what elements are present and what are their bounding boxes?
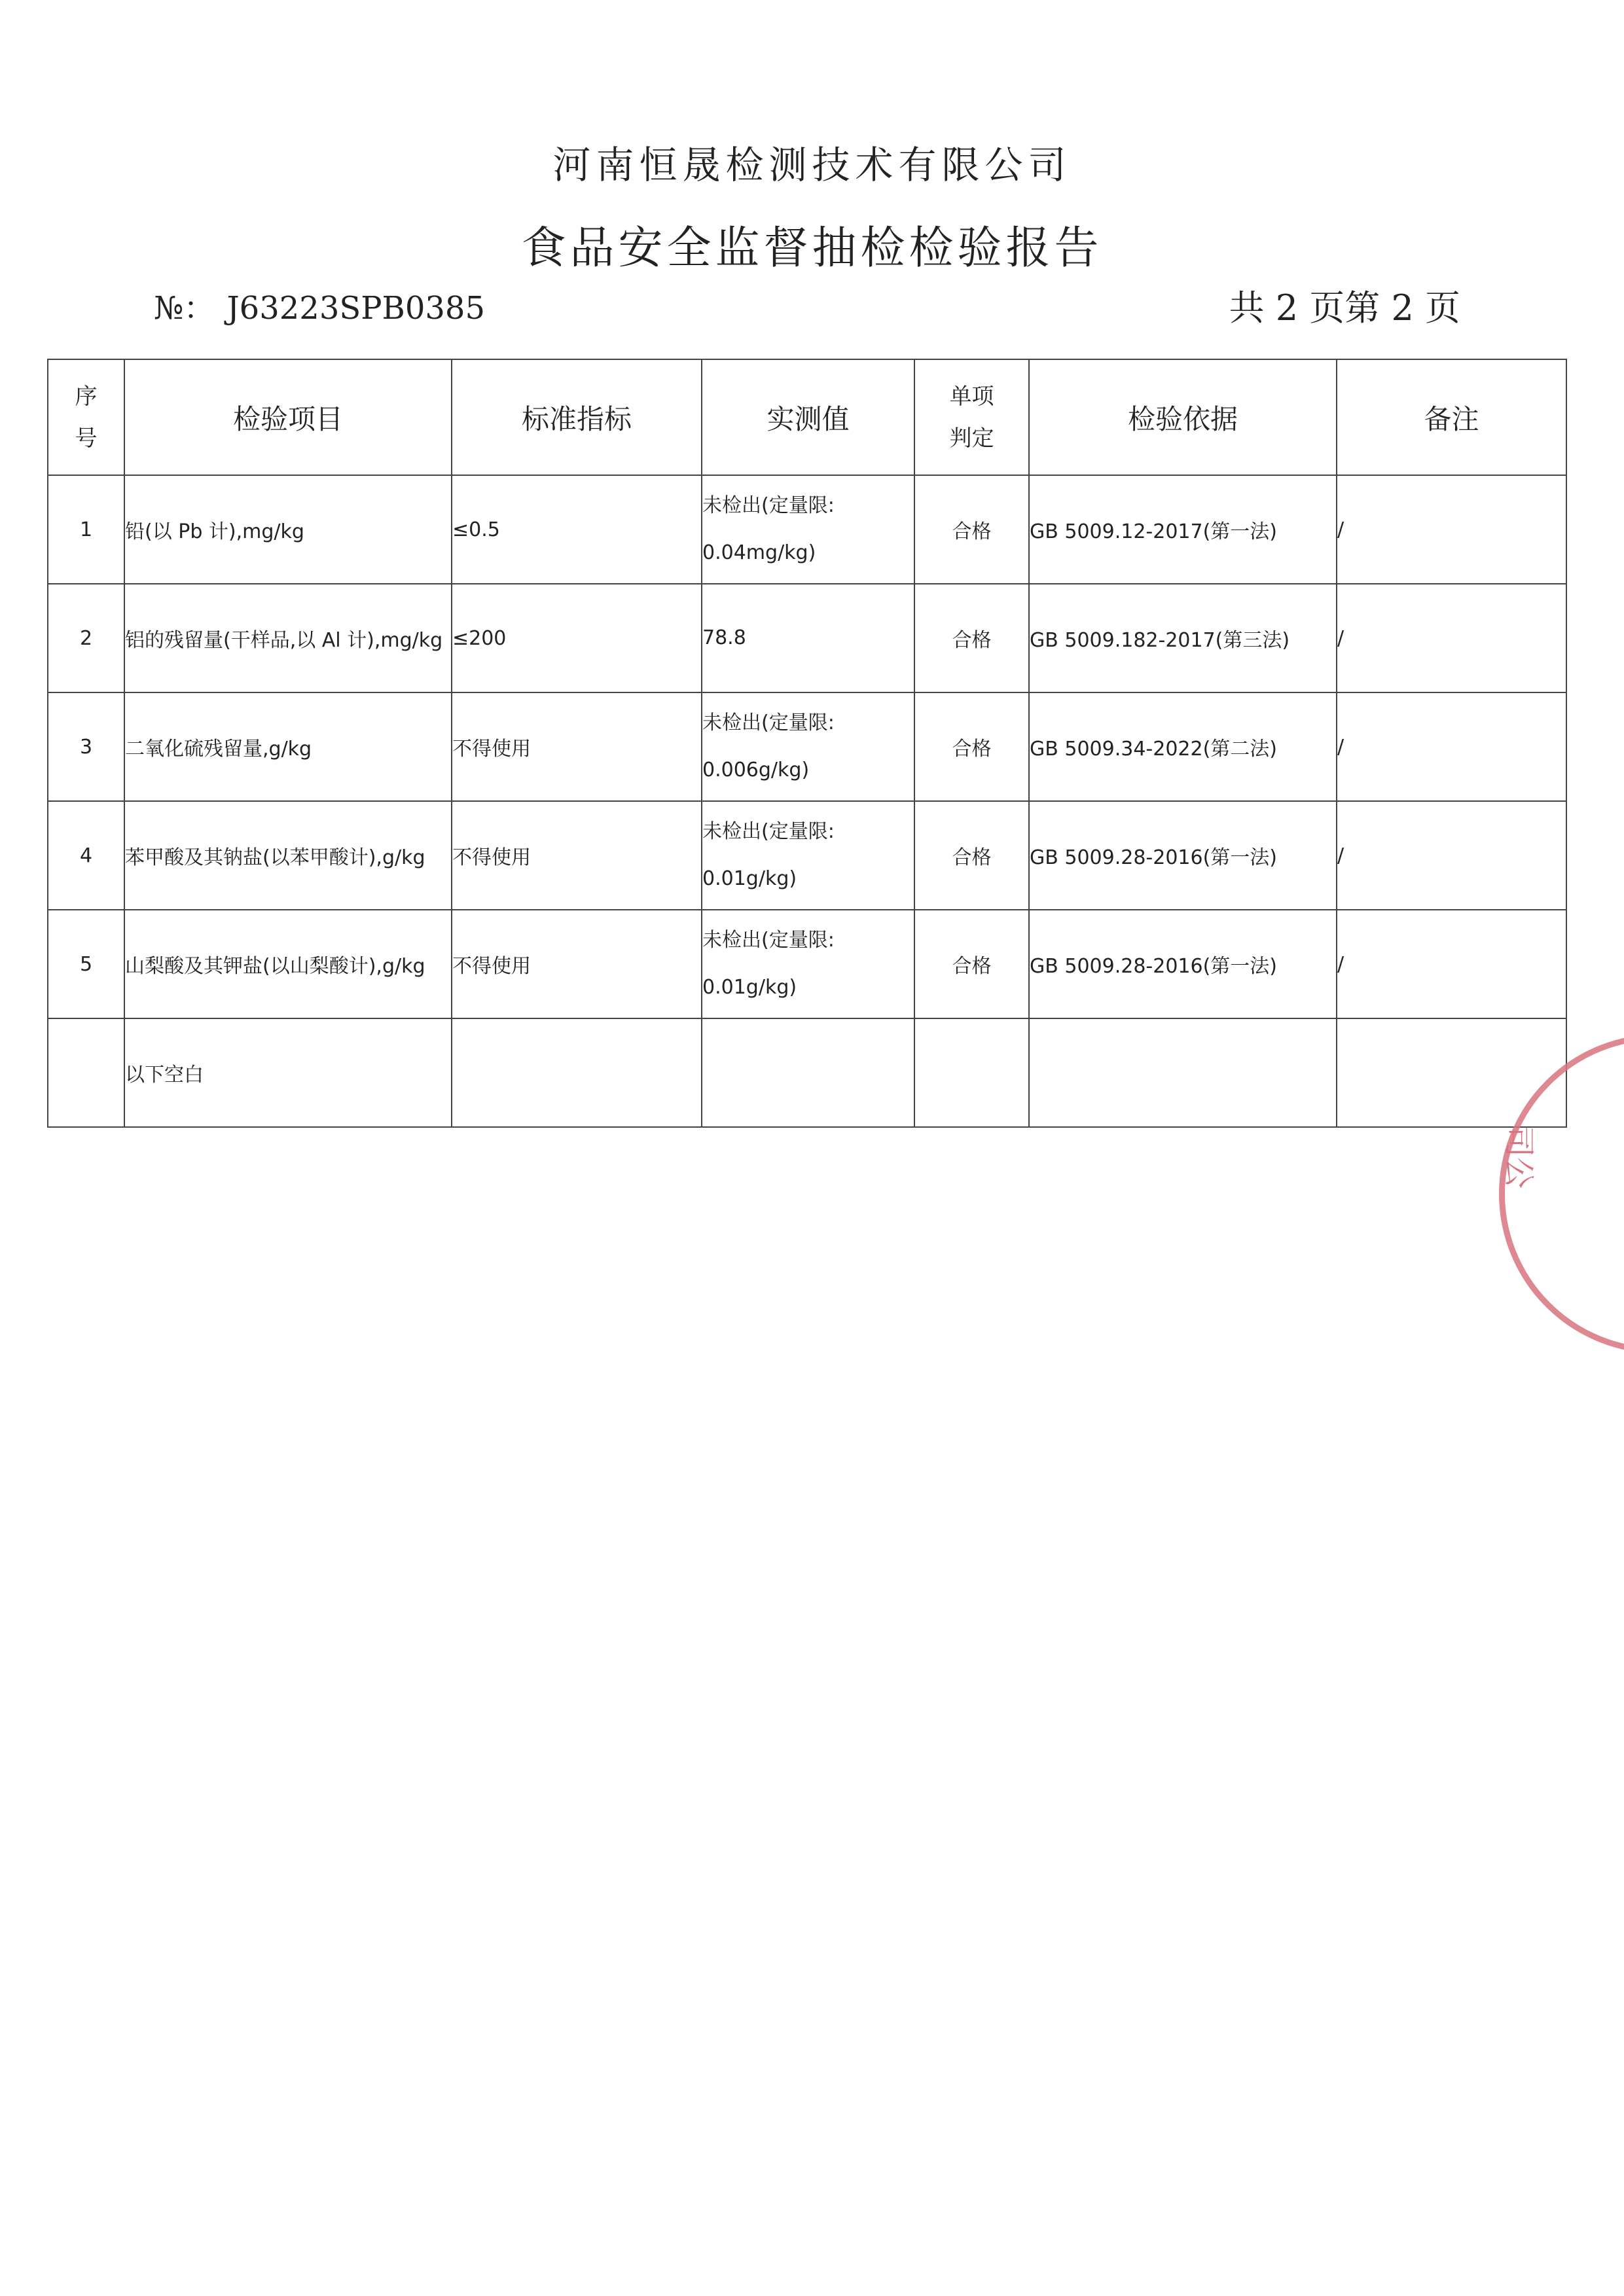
row-standard: 不得使用 xyxy=(452,801,702,910)
row-index: 4 xyxy=(48,801,124,910)
row-item: 铅(以 Pb 计),mg/kg xyxy=(124,475,452,584)
row-index: 3 xyxy=(48,692,124,801)
row-measured-line2: 0.01g/kg) xyxy=(702,976,797,999)
row-item: 山梨酸及其钾盐(以山梨酸计),g/kg xyxy=(124,910,452,1018)
company-name: 河南恒晟检测技术有限公司 xyxy=(552,143,1072,187)
row-measured xyxy=(702,692,914,801)
row-measured-line1: 78.8 xyxy=(702,626,746,649)
row-basis: GB 5009.182-2017(第三法) xyxy=(1029,584,1337,692)
header-standard: 标准指标 xyxy=(452,359,702,475)
blank-cell xyxy=(702,1018,914,1127)
row-standard: 不得使用 xyxy=(452,692,702,801)
row-remark: / xyxy=(1337,910,1566,1018)
row-measured-line2: 0.04mg/kg) xyxy=(702,541,816,564)
row-standard: 不得使用 xyxy=(452,910,702,1018)
row-measured-line1: 未检出(定量限: xyxy=(702,929,835,952)
header-basis: 检验依据 xyxy=(1029,359,1337,475)
blank-row xyxy=(48,1018,1566,1127)
row-measured-line1: 未检出(定量限: xyxy=(702,494,835,517)
header-judgement-line2: 判定 xyxy=(949,425,994,452)
row-measured xyxy=(702,584,914,692)
row-measured xyxy=(702,475,914,584)
report-number xyxy=(154,283,485,328)
table-row xyxy=(48,584,1566,692)
header-index xyxy=(48,359,124,475)
row-remark: / xyxy=(1337,584,1566,692)
row-measured xyxy=(702,910,914,1018)
row-basis: GB 5009.12-2017(第一法) xyxy=(1029,475,1337,584)
row-standard: ≤200 xyxy=(452,584,702,692)
row-measured-line1: 未检出(定量限: xyxy=(702,711,835,734)
row-index: 1 xyxy=(48,475,124,584)
header-judgement xyxy=(914,359,1029,475)
report-number-value: J63223SPB0385 xyxy=(226,290,485,327)
header-remark: 备注 xyxy=(1337,359,1566,475)
table-header-row xyxy=(48,359,1566,475)
row-measured-line2: 0.006g/kg) xyxy=(702,759,810,781)
header-item: 检验项目 xyxy=(124,359,452,475)
row-basis: GB 5009.28-2016(第一法) xyxy=(1029,910,1337,1018)
table-row xyxy=(48,692,1566,801)
row-judgement: 合格 xyxy=(914,692,1029,801)
row-measured-line1: 未检出(定量限: xyxy=(702,820,835,843)
row-basis: GB 5009.28-2016(第一法) xyxy=(1029,801,1337,910)
row-item: 铝的残留量(干样品,以 Al 计),mg/kg xyxy=(124,584,452,692)
header-judgement-line1: 单项 xyxy=(949,383,994,410)
row-remark: / xyxy=(1337,475,1566,584)
row-judgement: 合格 xyxy=(914,475,1029,584)
row-judgement: 合格 xyxy=(914,584,1029,692)
row-judgement: 合格 xyxy=(914,801,1029,910)
row-remark: / xyxy=(1337,692,1566,801)
page-info: 共 2 页第 2 页 xyxy=(1229,287,1460,329)
row-item: 苯甲酸及其钠盐(以苯甲酸计),g/kg xyxy=(124,801,452,910)
report-number-label: №： xyxy=(154,290,215,327)
header-index-line2: 号 xyxy=(75,425,98,452)
company-seal-text: 司公 xyxy=(1500,1126,1537,1189)
row-measured-line2: 0.01g/kg) xyxy=(702,867,797,890)
row-index: 2 xyxy=(48,584,124,692)
row-measured xyxy=(702,801,914,910)
header-measured: 实测值 xyxy=(702,359,914,475)
row-item: 二氧化硫残留量,g/kg xyxy=(124,692,452,801)
blank-cell xyxy=(1029,1018,1337,1127)
blank-cell xyxy=(914,1018,1029,1127)
row-judgement: 合格 xyxy=(914,910,1029,1018)
results-table xyxy=(47,359,1567,1128)
table-row xyxy=(48,475,1566,584)
blank-cell xyxy=(452,1018,702,1127)
report-title: 食品安全监督抽检检验报告 xyxy=(521,223,1103,274)
row-standard: ≤0.5 xyxy=(452,475,702,584)
blank-cell xyxy=(48,1018,124,1127)
table-row xyxy=(48,910,1566,1018)
header-index-line1: 序 xyxy=(75,383,98,410)
table-row xyxy=(48,801,1566,910)
row-index: 5 xyxy=(48,910,124,1018)
row-remark: / xyxy=(1337,801,1566,910)
row-basis: GB 5009.34-2022(第二法) xyxy=(1029,692,1337,801)
blank-row-text: 以下空白 xyxy=(124,1018,452,1127)
